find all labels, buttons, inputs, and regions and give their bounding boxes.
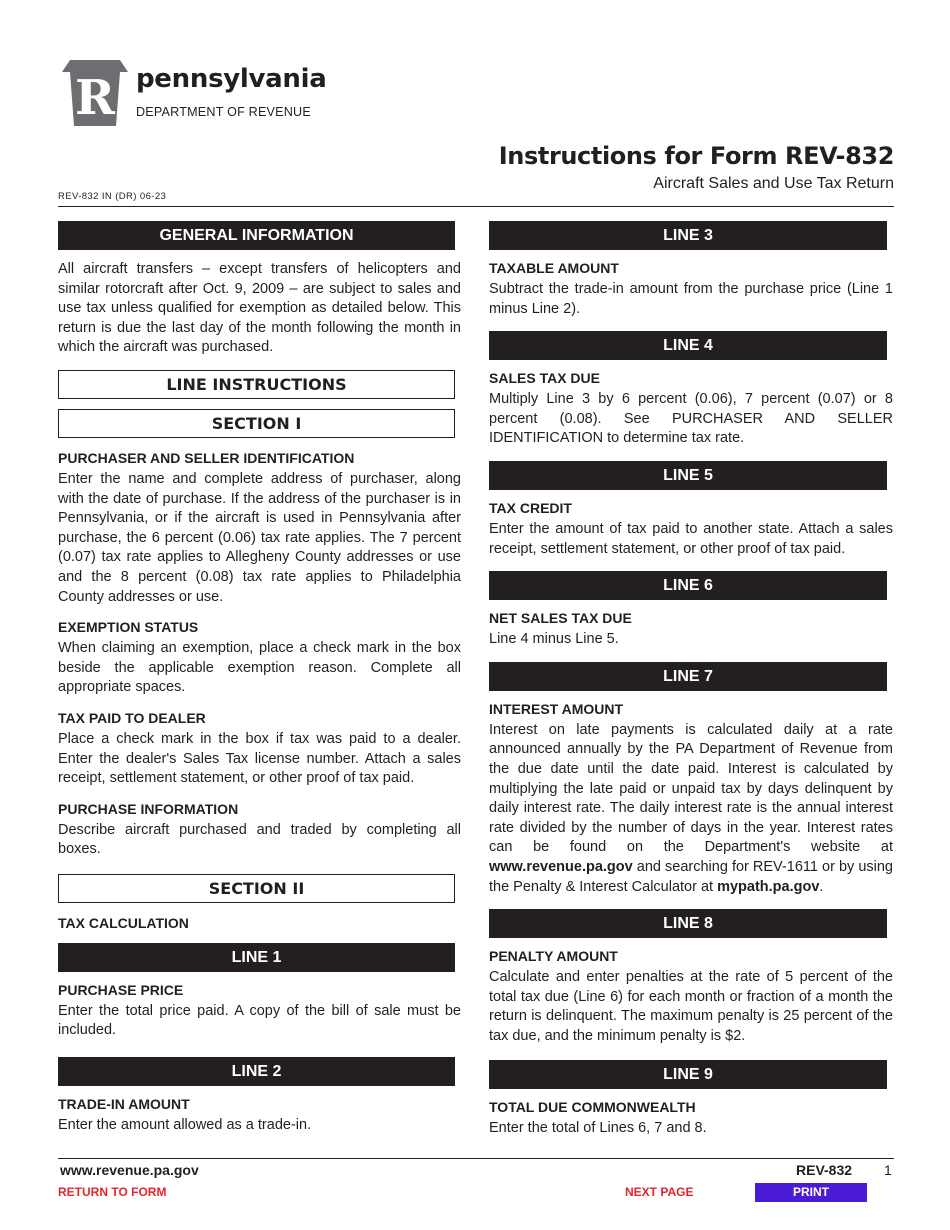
exemption-status-heading: EXEMPTION STATUS [58,619,199,636]
footer-divider [58,1158,894,1159]
revenue-website-link[interactable]: www.revenue.pa.gov [489,858,633,875]
exemption-status-text: When claiming an exemption, place a check mark in the box beside the applicable exemption reason. Complete all appropriate spaces. [58,640,461,696]
form-code: REV-832 IN (DR) 06-23 [58,191,167,202]
taxable-amount-heading: TAXABLE AMOUNT [489,260,619,276]
line-5-heading: LINE 5 [489,461,887,490]
section-1-heading: SECTION I [58,409,455,438]
line-7-heading: LINE 7 [489,662,887,691]
logo-letter: R [75,70,115,126]
interest-text-part-1: Interest on late payments is calculated daily at a rate announced annually by the PA Department of Revenue from the due date until the date paid. Interest is calculated by multiplying the late paid or unpaid tax by days delinquent by daily interest rate. The daily interest rate is the annual interest rate divided by the number of days in the year. Interest rates can be found on the Department's website at [489,721,893,856]
page-subtitle: Aircraft Sales and Use Tax Return [653,175,894,192]
next-page-button[interactable]: NEXT PAGE [625,1185,694,1199]
interest-amount-text [489,721,893,897]
line-3-heading: LINE 3 [489,221,887,250]
purchaser-identification-text: Enter the name and complete address of purchaser, along with the date of purchase. If the address of the purchaser is in Pennsylvania, or if the aircraft is used in Pennsylvania after purchase, the 6 percent (0.06) tax rate applies. The 7 percent (0.07) tax rate applies to Allegheny County addresses or use and the 8 percent (0.08) tax rate applies to Philadelphia County addresses or use. [58,470,461,605]
tax-credit-heading: TAX CREDIT [489,499,572,516]
sales-tax-due-text: Multiply Line 3 by 6 percent (0.06), 7 percent (0.07) or 8 percent (0.08). See PURCHASER AND SELLER IDENTIFICATION to determine tax rate. [489,391,893,447]
total-due-heading: TOTAL DUE COMMONWEALTH [489,1099,696,1116]
general-information-text: All aircraft transfers – except transfers of helicopters and similar rotorcraft after Oct. 9, 2009 – are subject to sales and use tax unless qualified for exemption as detailed below. This return is due the last day of the month following the month in which the aircraft was purchased. [58,261,461,356]
sales-tax-due-heading: SALES TAX DUE [489,370,600,387]
trade-in-amount-text: Enter the amount allowed as a trade-in. [58,1117,312,1134]
keystone-logo-icon [62,58,128,128]
line-8-heading: LINE 8 [489,909,887,938]
line-2-heading: LINE 2 [58,1057,455,1086]
tax-credit-text: Enter the amount of tax paid to another state. Attach a sales receipt, settlement statement, or other proof of tax paid. [489,520,893,557]
brand-name: pennsylvania [136,64,327,94]
section-2-heading: SECTION II [58,874,455,903]
penalty-amount-text: Calculate and enter penalties at the rate of 5 percent of the total tax due (Line 6) for each month or fraction of a month the return is delinquent. The maximum penalty is 25 percent of the tax due, and the minimum penalty is $2. [489,969,893,1044]
interest-text-part-2: and searching for REV-1611 or by using the Penalty & Interest Calculator at [489,858,893,895]
net-sales-tax-due-heading: NET SALES TAX DUE [489,610,632,627]
purchaser-identification-heading: PURCHASER AND SELLER IDENTIFICATION [58,449,355,466]
header-divider [58,206,894,207]
footer-url: www.revenue.pa.gov [60,1162,199,1178]
page-number: 1 [884,1162,892,1178]
tax-calculation-heading: TAX CALCULATION [58,914,189,931]
interest-amount-heading: INTEREST AMOUNT [489,700,624,717]
mypath-link[interactable]: mypath.pa.gov [717,878,820,895]
net-sales-tax-due-text: Line 4 minus Line 5. [489,631,619,648]
tax-paid-dealer-text: Place a check mark in the box if tax was paid to a dealer. Enter the dealer's Sales Tax license number. Attach a sales receipt, settlement statement, or other proof of tax paid. [58,730,461,787]
trade-in-amount-heading: TRADE-IN AMOUNT [58,1096,190,1113]
footer-form-code: REV-832 [796,1162,853,1178]
line-4-heading: LINE 4 [489,331,887,360]
purchase-information-text: Describe aircraft purchased and traded by completing all boxes. [58,821,461,858]
department-name: DEPARTMENT OF REVENUE [136,105,311,119]
line-1-heading: LINE 1 [58,943,455,972]
taxable-amount-text: Subtract the trade-in amount from the purchase price (Line 1 minus Line 2). [489,281,893,317]
page-title: Instructions for Form REV-832 [498,142,894,170]
penalty-amount-heading: PENALTY AMOUNT [489,948,618,965]
interest-text-part-3: . [819,878,824,895]
total-due-text: Enter the total of Lines 6, 7 and 8. [489,1120,707,1137]
left-column [58,221,461,1136]
line-instructions-heading: LINE INSTRUCTIONS [58,370,455,399]
tax-paid-dealer-heading: TAX PAID TO DEALER [58,709,206,726]
return-to-form-button[interactable]: RETURN TO FORM [58,1185,167,1199]
print-button[interactable]: PRINT [755,1183,867,1202]
right-column [489,221,893,1139]
purchase-price-heading: PURCHASE PRICE [58,981,184,998]
purchase-information-heading: PURCHASE INFORMATION [58,800,239,817]
line-6-heading: LINE 6 [489,571,887,600]
general-information-heading: GENERAL INFORMATION [58,221,455,250]
purchase-price-text: Enter the total price paid. A copy of the bill of sale must be included. [58,1002,461,1039]
line-9-heading: LINE 9 [489,1060,887,1089]
